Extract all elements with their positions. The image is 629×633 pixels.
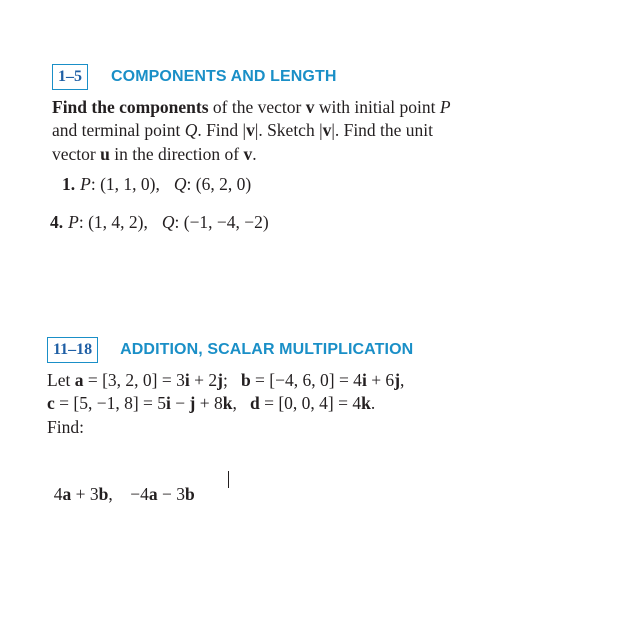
text-cursor	[228, 471, 229, 488]
definition-line-2: c = [5, −1, 8] = 5i − j + 8k, d = [0, 0, 4] = 4k.	[47, 393, 376, 414]
definition-line-1: Let a = [3, 2, 0] = 3i + 2j; b = [−4, 6, 0] = 4i + 6j,	[47, 370, 405, 390]
section-1-title: COMPONENTS AND LENGTH	[111, 68, 337, 85]
exercise-4: 4. P: (1, 4, 2), Q: (−1, −4, −2)	[50, 212, 269, 232]
section-2-badge: 11–18	[47, 337, 98, 363]
section-2-header	[47, 337, 413, 363]
exercise-1: 1. P: (1, 1, 0), Q: (6, 2, 0)	[62, 174, 252, 194]
instruction-line-1: Find the components of the vector v with initial point P	[52, 97, 451, 117]
section-2-title: ADDITION, SCALAR MULTIPLICATION	[120, 341, 414, 358]
exercise-number: 4.	[50, 212, 64, 232]
section-1-instructions	[52, 96, 451, 166]
section-1-badge: 1–5	[52, 64, 88, 90]
section-1-header	[52, 64, 337, 90]
find-label: Find:	[47, 416, 84, 437]
instruction-line-3: vector u in the direction of v.	[52, 143, 257, 164]
section-2-instructions	[47, 369, 404, 439]
instruction-line-2: and terminal point Q. Find |v|. Sketch |v|. Find the unit	[52, 120, 434, 141]
exercise-number: 1.	[62, 174, 76, 194]
answer-line[interactable]: 4a + 3b, −4a − 3b	[53, 484, 195, 504]
